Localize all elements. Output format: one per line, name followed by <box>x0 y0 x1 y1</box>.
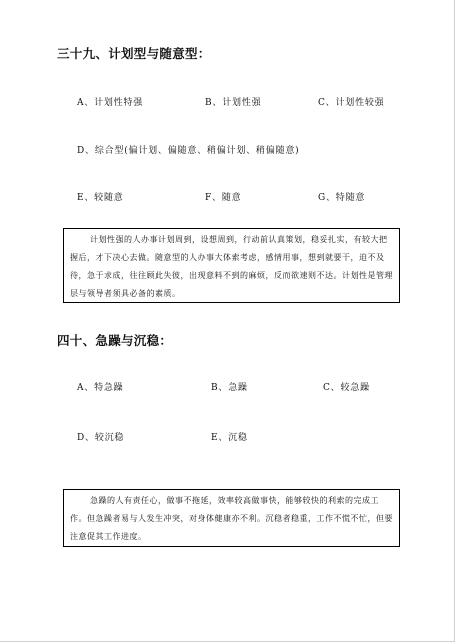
option-39-b: B、计划性强 <box>205 98 262 108</box>
section-40-heading: 四十、急躁与沉稳： <box>57 333 173 348</box>
option-40-a: A、特急躁 <box>77 383 124 393</box>
option-40-e: E、沉稳 <box>211 433 248 443</box>
option-39-g: G、特随意 <box>318 193 366 203</box>
section-39-note-text: 计划性强的人办事计划周到，设想周到，行动前认真策划，稳妥扎实，有较大把握后，才下决心去做。随意型的人办事大体索考虑，感情用事，想到就要干，迫不及待，急于求成，往往顾此失彼，出现意料不到的麻烦，反而欲速则不达。计划性是管理层与领导者须具必备的素质。 <box>70 235 393 298</box>
section-40-note-box <box>63 489 400 547</box>
section-40-note-text: 急躁的人有责任心，做事不拖延，效率较高做事快，能够较快的利索的完成工作。但急躁者易与人发生冲突，对身体健康亦不利。沉稳者稳重，工作不慌不忙，但要注意促其工作进度。 <box>70 496 393 541</box>
option-39-e: E、较随意 <box>77 193 124 203</box>
option-39-a: A、计划性特强 <box>77 98 144 108</box>
option-39-c: C、计划性较强 <box>318 98 385 108</box>
option-40-c: C、较急躁 <box>323 383 370 393</box>
section-39-heading: 三十九、计划型与随意型： <box>57 46 211 61</box>
option-40-b: B、急躁 <box>211 383 248 393</box>
section-39-note-box <box>63 228 400 303</box>
option-39-f: F、随意 <box>205 193 242 203</box>
option-40-d: D、较沉稳 <box>77 433 125 443</box>
option-39-d: D、综合型(偏计划、偏随意、稍偏计划、稍偏随意) <box>77 146 300 156</box>
